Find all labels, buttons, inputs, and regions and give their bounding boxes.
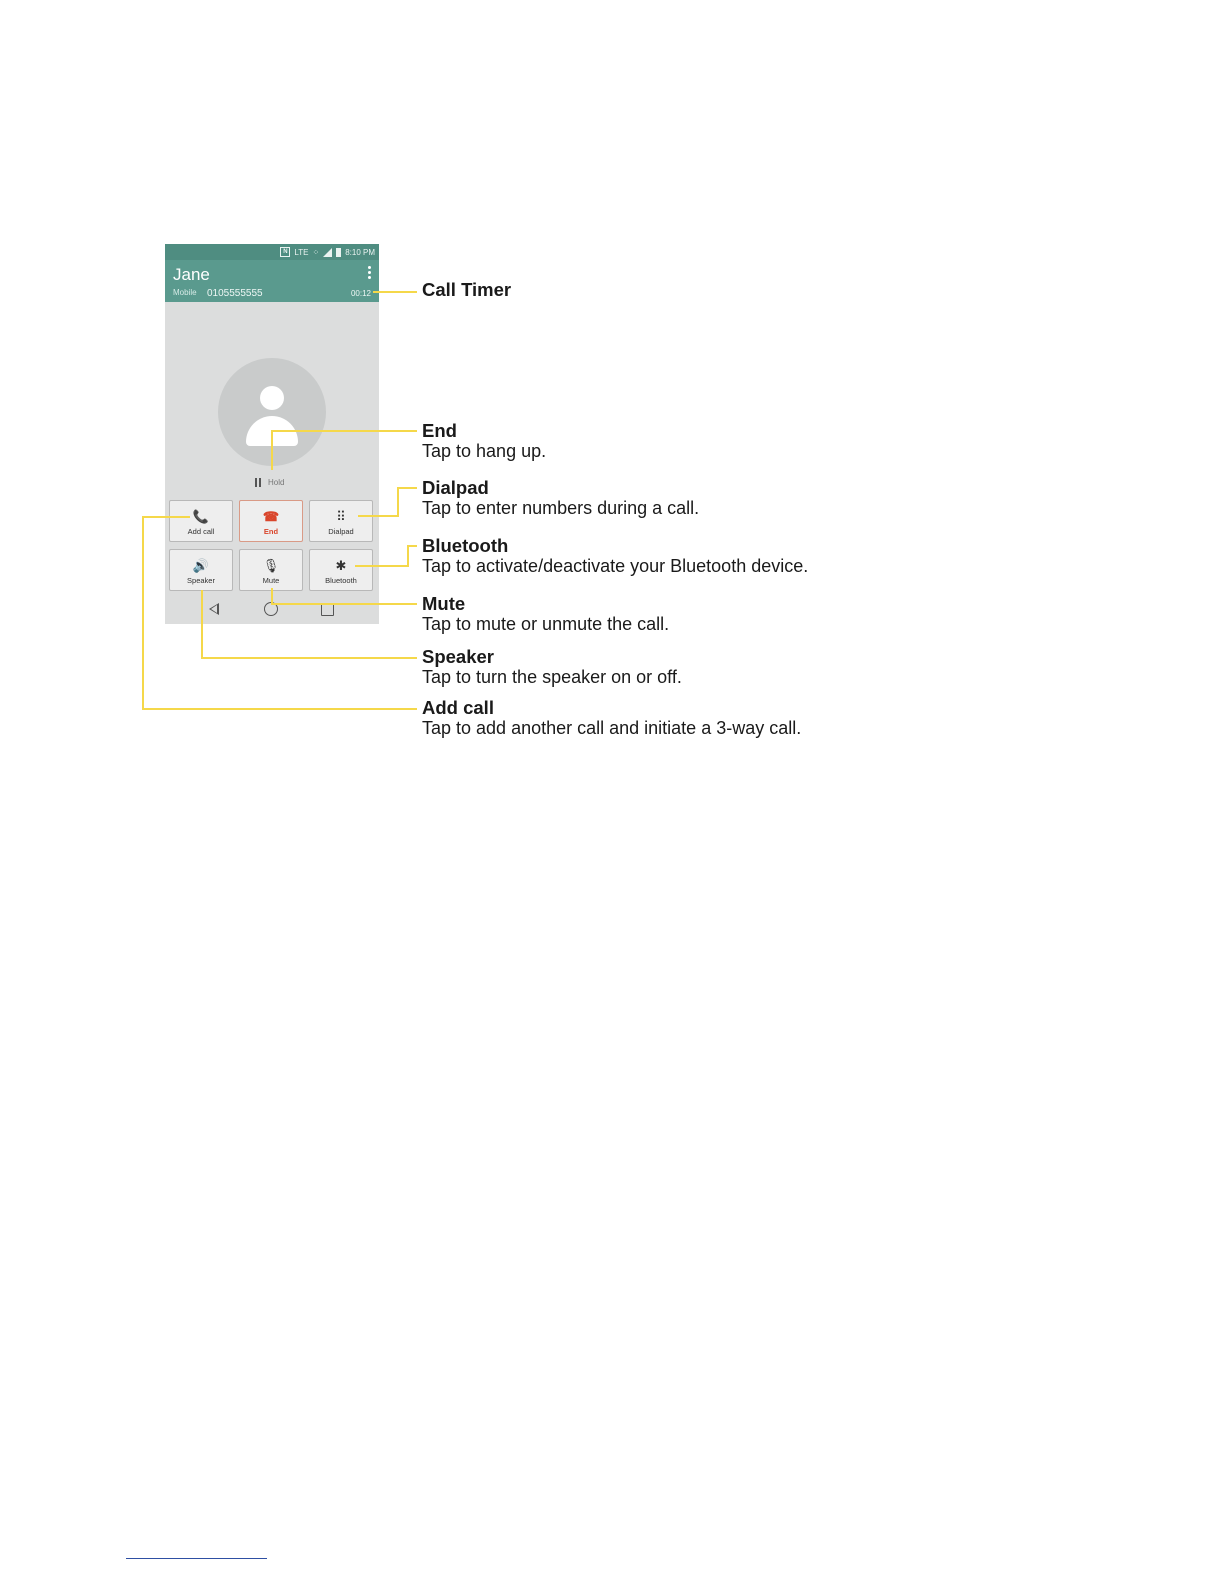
dialpad-title: Dialpad: [422, 477, 489, 498]
phone-plus-icon: 📞: [192, 509, 210, 524]
dialpad-icon: ⠿: [336, 509, 346, 524]
pause-icon: [255, 478, 261, 487]
call-timer-title: Call Timer: [422, 279, 512, 300]
recent-apps-icon[interactable]: [321, 603, 334, 616]
mute-button[interactable]: [239, 549, 303, 591]
network-label: LTE: [294, 247, 309, 257]
annotation-end: [422, 421, 546, 461]
annotation-bluetooth: [422, 536, 808, 576]
bluetooth-title: Bluetooth: [422, 535, 509, 556]
footer-link-rule: [126, 1558, 267, 1559]
signal-icon: [323, 248, 332, 257]
caller-name: Jane: [173, 265, 210, 284]
dialpad-label: Dialpad: [328, 527, 354, 536]
end-title: End: [422, 420, 457, 441]
overflow-menu-icon[interactable]: [368, 266, 371, 280]
speaker-desc: Tap to turn the speaker on or off.: [422, 667, 682, 687]
add-call-desc: Tap to add another call and initiate a 3-way call.: [422, 718, 802, 738]
bluetooth-button[interactable]: [309, 549, 373, 591]
dialpad-button[interactable]: [309, 500, 373, 542]
annotation-add-call: [422, 698, 801, 738]
nfc-icon: N: [280, 247, 290, 257]
navigation-bar: [165, 596, 379, 624]
vibrate-icon: ⁘: [312, 247, 320, 257]
contact-avatar: [218, 358, 326, 466]
mute-title: Mute: [422, 593, 466, 614]
annotation-speaker: [422, 647, 682, 687]
hold-label: Hold: [268, 478, 285, 487]
caller-number: 0105555555: [207, 288, 263, 299]
annotation-dialpad: [422, 478, 699, 518]
speaker-title: Speaker: [422, 646, 494, 667]
home-icon[interactable]: [264, 602, 278, 616]
add-call-button[interactable]: [169, 500, 233, 542]
mute-desc: Tap to mute or unmute the call.: [422, 614, 670, 634]
end-desc: Tap to hang up.: [422, 441, 547, 461]
status-time: 8:10 PM: [345, 247, 375, 257]
speaker-icon: 🔊: [192, 558, 210, 573]
battery-icon: [336, 248, 341, 257]
hold-button[interactable]: [255, 478, 284, 487]
bluetooth-icon: ✱: [335, 558, 347, 573]
mute-label: Mute: [262, 576, 280, 585]
caller-number-type: Mobile: [173, 288, 197, 297]
annotation-call-timer: [422, 280, 511, 300]
add-call-label: Add call: [187, 527, 215, 536]
call-header: [165, 260, 379, 302]
speaker-label: Speaker: [187, 576, 215, 585]
add-call-title: Add call: [422, 697, 494, 718]
mic-off-icon: 🎙: [262, 558, 280, 573]
dialpad-desc: Tap to enter numbers during a call.: [422, 498, 700, 518]
status-bar: [165, 244, 379, 260]
call-timer: 00:12: [350, 289, 371, 298]
annotation-mute: [422, 594, 669, 634]
end-call-button[interactable]: [239, 500, 303, 542]
bluetooth-label: Bluetooth: [325, 576, 357, 585]
phone-screenshot: [165, 244, 379, 624]
back-icon[interactable]: [209, 603, 219, 615]
bluetooth-desc: Tap to activate/deactivate your Bluetooth device.: [422, 556, 809, 576]
end-label: End: [263, 527, 279, 536]
hang-up-icon: ☎: [262, 509, 280, 524]
speaker-button[interactable]: [169, 549, 233, 591]
